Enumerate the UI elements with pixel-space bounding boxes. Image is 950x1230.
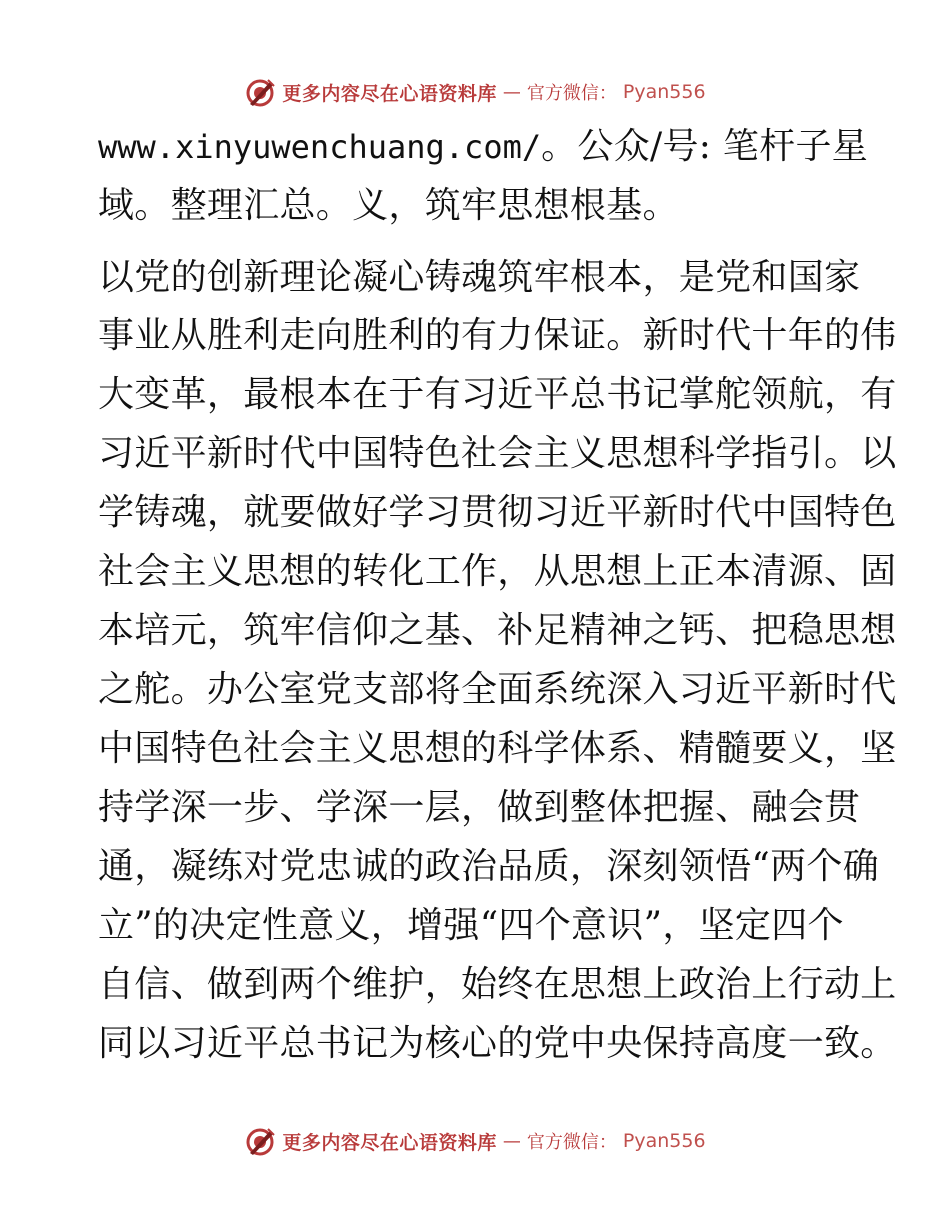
paragraph-line: 学铸魂，就要做好学习贯彻习近平新时代中国特色: [98, 492, 897, 533]
wechat-label: 官方微信：: [526, 83, 617, 104]
brand-text: 更多内容尽在心语资料库: [282, 1131, 497, 1154]
paragraph-line: 通，凝练对党忠诚的政治品质，深刻领悟“两个确: [98, 846, 880, 887]
paragraph-line: 之舵。办公室党支部将全面系统深入习近平新时代: [98, 669, 897, 710]
paragraph-line: 社会主义思想的转化工作，从思想上正本清源、固: [98, 551, 897, 592]
paragraph-line: 立”的决定性意义，增强“四个意识”，坚定四个: [98, 905, 844, 946]
intro-line-1-text: 。公众/号: 笔杆子星: [541, 126, 869, 167]
paragraph-line: 习近平新时代中国特色社会主义思想科学指引。以: [98, 433, 897, 474]
wechat-label: 官方微信：: [526, 1132, 617, 1153]
website-url: www.xinyuwenchuang.com/: [98, 128, 542, 166]
quill-seal-icon: [244, 76, 276, 108]
paragraph-line: 自信、做到两个维护，始终在思想上政治上行动上: [98, 964, 897, 1005]
brand-text: 更多内容尽在心语资料库: [282, 82, 497, 105]
paragraph-line: 持学深一步、学深一层，做到整体把握、融会贯: [98, 787, 861, 828]
wechat-id: Pyan556: [622, 1130, 706, 1152]
banner-separator: —: [502, 81, 521, 103]
intro-line-2: 域。整理汇总。义，筑牢思想根基。: [98, 185, 679, 226]
quill-seal-icon: [244, 1125, 276, 1157]
paragraph-line: 以党的创新理论凝心铸魂筑牢根本，是党和国家: [98, 257, 861, 298]
intro-line-1: [98, 127, 868, 167]
header-banner: [0, 72, 950, 112]
banner-separator: —: [502, 1130, 521, 1152]
paragraph-line: 事业从胜利走向胜利的有力保证。新时代十年的伟: [98, 315, 897, 356]
footer-banner: [0, 1121, 950, 1161]
paragraph-line: 中国特色社会主义思想的科学体系、精髓要义，坚: [98, 728, 897, 769]
paragraph-line: 本培元，筑牢信仰之基、补足精神之钙、把稳思想: [98, 610, 897, 651]
wechat-id: Pyan556: [622, 81, 706, 103]
paragraph-line: 大变革，最根本在于有习近平总书记掌舵领航，有: [98, 374, 897, 415]
paragraph-line: 同以习近平总书记为核心的党中央保持高度一致。: [98, 1023, 897, 1064]
